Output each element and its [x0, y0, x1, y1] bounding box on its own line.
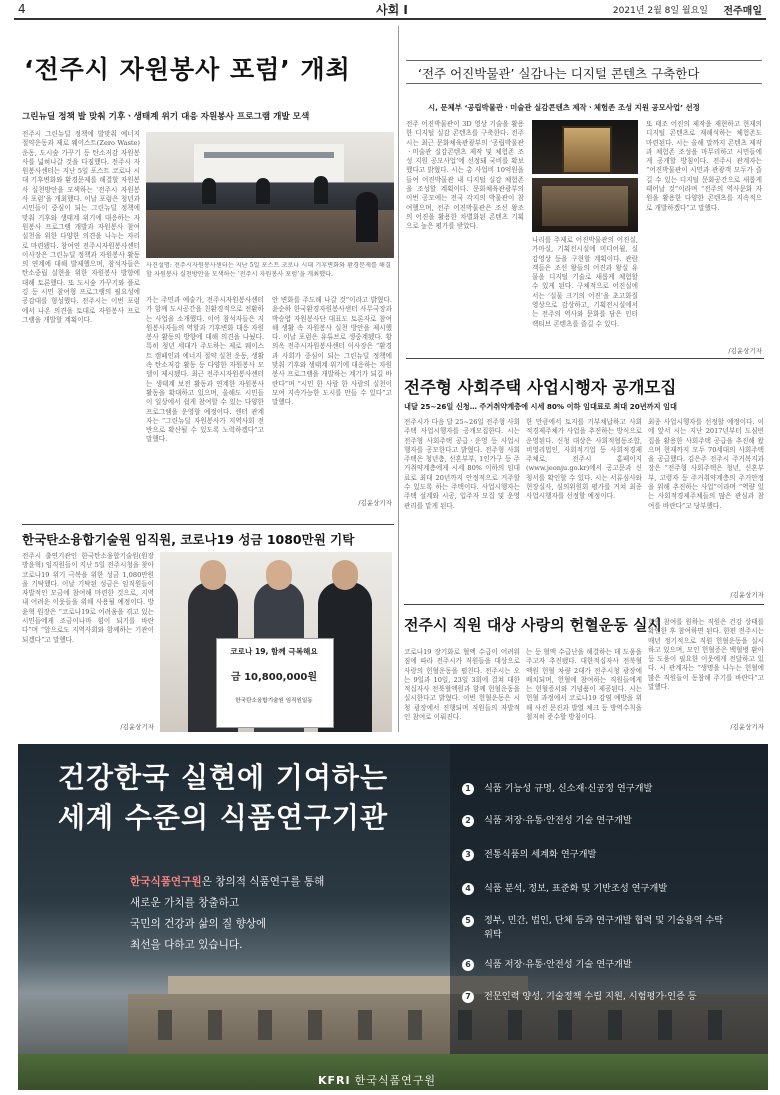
article5-byline: /김윤상기자 [730, 723, 764, 731]
ad-item: 2 식품 저장·유통·안전성 기술 연구개발 [462, 814, 762, 828]
kfri-advertisement [18, 744, 768, 1090]
article5-title: 전주시 직원 대상 사랑의 헌혈운동 실시 [404, 616, 662, 634]
divider [406, 358, 764, 359]
article1-byline: /김윤상기자 [358, 499, 392, 507]
divider [404, 604, 764, 605]
article3-byline: /김윤상기자 [730, 591, 764, 599]
article4-title: 한국탄소융합기술원 임직원, 코로나19 성금 1080만원 기탁 [22, 532, 355, 547]
ad-item: 1 식품 기능성 규명, 신소재·신공정 연구개발 [462, 782, 762, 796]
ad-item: 3 전통식품의 세계화 연구개발 [462, 848, 762, 862]
article3-col3: 최종 사업시행자를 선정할 예정이다. 이에 앞서 시는 지난 2017년부터 도심빈집을 활용한 사회주택 공급을 추진해 왔으며 현재까지 모두 70세대의 사회주택을 공급했다. 김은주 전주시 주거복지과장은 “전주형 사회주택은 청년, 신혼부부, 고령자 등 주거취약계층의 주거안정을 위해 추진하는 사업”이라며 “역량 있는 사회적경제주체들의 많은 관심과 참여를 바란다”고 당부했다. [648, 418, 764, 510]
column-divider [398, 26, 399, 732]
ad-item: 6 식품 저장·유통·안전성 기술 연구개발 [462, 958, 762, 972]
article5-col1: 코로나19 장기화로 혈액 수급이 어려워짐에 따라 전주시가 직원들을 대상으로 사랑의 헌혈운동을 펼친다. 전주시는 오는 9일과 10일, 23일 3회에 걸쳐 대한적십자사 전북혈액원과 함께 헌혈운동을 실시한다고 밝혔다. 이번 헌혈운동은 시청 광장에서 진행되며 직원들의 자발적인 참여로 이뤄진다. [404, 648, 520, 722]
ad-service-list [450, 744, 768, 1054]
sign-slogan: 코로나 19, 함께 극복해요 [230, 647, 318, 656]
article3-col2: 한 만큼에서 토지를 기부채납하고 사회적경제주체가 사업을 추진하는 방식으로 운영된다. 신청 대상은 사회적협동조합, 비영리법인, 사회적기업 등 사회적경제주체로, 전주시 홈페이지(www.jeonju.go.kr)에서 공고문과 신청서를 확인할 수 있다. 시는 서류심사와 현장실사, 심의위원회 평가를 거쳐 최종 사업시행자를 선정할 예정이다. [526, 418, 642, 501]
forum-photo [146, 132, 394, 258]
museum-photo-2 [532, 178, 638, 232]
sign-amount: 금 10,800,000원 [230, 672, 318, 683]
section-name: 사회 I [376, 3, 408, 17]
article3-col1: 전주시가 다음 달 25~26일 전주형 사회주택 사업시행자를 공개모집한다. 시는 전주형 사회주택 공급ㆍ운영 등 사업시행자를 공모한다고 밝혔다. 전주형 사회주택은 청년층, 신혼부부, 1인가구 등 주거취약계층에게 시세 80% 이하의 임대료로 최대 20년까지 안정적으로 거주할 수 있도록 하는 주택이다. 사업시행자는 주택 설계와 시공, 입주자 모집 및 운영관리를 맡게 된다. [404, 418, 520, 510]
article5-col3: 헌혈 참여를 원하는 직원은 건강 상태를 확인한 후 참여하면 된다. 한편 전주시는 매년 정기적으로 직원 헌혈운동을 실시하고 있으며, 모인 헌혈증은 백혈병 환아 등 도움이 필요한 이웃에게 전달하고 있다. 시 관계자는 “생명을 나누는 헌혈에 많은 직원들이 동참해 주기를 바란다”고 말했다. [648, 618, 764, 692]
article3-title: 전주형 사회주택 사업시행자 공개모집 [404, 378, 677, 397]
ad-item: 5 정부, 민간, 법인, 단체 등과 연구개발 협력 및 기술용역 수탁 위탁 [462, 914, 762, 942]
article1-subtitle: 그린뉴딜 정책 발 맞춰 기후ㆍ생태계 위기 대응 자원봉사 프로그램 개발 모색 [22, 112, 310, 122]
article1-col2: 가는 주민과 예술가, 전주시자원봉사센터가 함께 도시공간을 친환경적으로 전환하는 사업을 소개했다. 이어 참석자들은 지원봉사자들의 역할과 기후변화 대응 자원봉사 활동의 방향에 대해 의견을 나눴다. 특히 청년 세대가 주도하는 제로 웨이스트 캠페인과 에너지 절약 실천 운동, 생활 속 탄소저감 활동 등 다양한 자원봉사 모델이 제시됐다. 최근 전주시자원봉사센터는 생태계 보전 활동과 연계한 자원봉사 활동을 확대하고 있으며, 올해도 시민들이 일상에서 쉽게 참여할 수 있는 다양한 프로그램을 운영할 예정이다. 센터 관계자는 “그린뉴딜 자원봉사가 지역사회 전반으로 확산될 수 있도록 노력하겠다”고 말했다. [146, 296, 264, 444]
article5-col2: 는 등 혈액 수급난을 해결하는 데 도움을 주고자 추진됐다. 대한적십자사 전북혈액원 헌혈 차량 2대가 전주시청 광장에 배치되며, 헌혈에 참여하는 직원들에게는 헌혈증서와 기념품이 제공된다. 시는 헌혈 과정에서 코로나19 감염 예방을 위해 사전 문진과 발열 체크 등 방역수칙을 철저히 준수할 방침이다. [526, 648, 642, 722]
article2-subtitle: 시, 문체부 ‘공립박물관ㆍ미술관 실감콘텐츠 제작ㆍ체험존 조성 지원 공모사업’ 선정 [428, 103, 700, 112]
article2-byline: /김윤상기자 [728, 347, 762, 355]
ad-body: 한국식품연구원은 창의적 식품연구를 통해 새로운 가치를 창출하고 국민의 건강과 삶의 질 향상에 최선을 다하고 있습니다. [130, 876, 325, 951]
museum-photo-1 [532, 120, 638, 174]
article1-col1: 전주시 그린뉴딜 정책에 발맞춰 예너지 절약운동과 제로 웨이스트(Zero Waste) 운동, 도시숲 가꾸기 등 탄소저감 자원봉사를 넓혀나갈 것을 다짐했다. 전주시 자원봉사센터는 지난 5일 포스트 코로나 시대 기후변화와 환경문제를 해결할 자원봉사 실천방안을 모색하는 ‘전주시 자원봉사 포럼’을 개최했다. 이날 포럼은 청년과 시민들이 중심이 되는 그린뉴딜 정책에 맞춰 기후와 생태계 위기에 대응하는 자원봉사 프로그램 개발과 자원봉사 참여 실천을 위한 다양한 의견을 나누는 자리로 마련됐다. 참여연 전주시자원봉사센터 이사장은 그린뉴딜 정책과 자원봉사 활동의 연계에 대해 발제했으며, 참석자들은 탄소중립 실현을 위한 자원봉사 방향에 대해 토론했다. 또 도시숲 가꾸기와 플로깅 등 시민 참여형 프로그램의 필요성에 공감대를 형성했다. 전주시는 이번 포럼에서 나온 의견을 토대로 자원봉사 프로그램을 개발할 계획이다. [22, 130, 140, 324]
kfri-logo: KFRI 한국식품연구원 [318, 1074, 436, 1087]
issue-date: 2021년 2월 8일 월요일 [612, 6, 708, 16]
article2-col3: 또 태조 어진의 제작을 재현하고 현재의 디지털 콘텐츠로 재해석하는 체험존도 마련된다. 시는 올해 말까지 콘텐츠 제작과 체험존 조성을 마무리하고 시민들에게 공개할 방침이다. 전주시 관계자는 “어진박물관이 시민과 관광객 모두가 즐길 수 있는 디지털 문화공간으로 새롭게 태어날 것”이라며 “전주의 역사문화 자원을 활용한 다양한 콘텐츠를 지속적으로 개발하겠다”고 말했다. [646, 120, 762, 212]
divider [22, 524, 394, 525]
ad-item: 4 식품 분석, 정보, 표준화 및 기반조성 연구개발 [462, 882, 762, 896]
newspaper-name: 전주매일 [723, 6, 762, 17]
article1-photo-caption: 사진설명: 전주시자원봉사센터는 지난 5일 포스트 코로나 시대 기후변화와 환경문제를 해결할 자원봉사 실천방안을 모색하는 ‘전주시 자원봉사 포럼’을 개최했다. [146, 262, 391, 278]
article3-subtitle: 내달 25~26일 신청… 주거취약계층에 시세 80% 이하 임대료로 최대 20년까지 임대 [404, 402, 677, 411]
page-header [14, 0, 766, 20]
article2-col1: 전주 어진박물관이 3D 영상 기술을 활용한 디지털 실감 콘텐츠를 구축한다. 전주시는 최근 문화체육관광부의 ‘공립박물관ㆍ미술관 실감콘텐츠 제작 및 체험존 조성 지원 공모사업’에 선정돼 국비를 확보했다고 밝혔다. 시는 총 사업비 10억원을 들여 어진박물관 내 디지털 실감 체험존을 조성할 계획이다. 문화체육관광부의 이번 공모에는 전국 각지의 박물관이 참여했으며, 전주 어진박물관은 조선 왕조의 어진을 활용한 차별화된 콘텐츠 기획으로 높은 평가를 받았다. [406, 120, 524, 231]
article1-col3: 안 변화를 주도해 나갈 것”이라고 밝혔다. 윤순하 한국환경자원봉사센터 사무국장과 박승엽 자원봉사단 대표도 토론자로 참여해 생활 속 자원봉사 실천 방안을 제시했다. 이날 포럼은 유튜브로 생중계됐다. 황의옥 전주시자원봉사센터 이사장은 “환경과 사회가 중심이 되는 그린뉴딜 정책에 맞춰 기후와 생태계 위기에 대응하는 자원봉사 프로그램을 개발하는 계기가 되길 바란다”며 “시민 한 사람 한 사람의 실천이 모여 지속가능한 도시를 만들 수 있다”고 말했다. [272, 296, 392, 407]
article4-byline: /김윤상기자 [120, 723, 154, 731]
article2-col2: 나리를 주제로 어진박물관의 어진실, 가마실, 기획전시실에 미디어월, 실감영상 등을 구현할 계획이다. 관람객들은 조선 왕들의 어진과 왕실 유물을 디지털 기술로 새롭게 체험할 수 있게 된다. 구체적으로 어진실에서는 ‘실물 크기의 어진’을 초고화질 영상으로 감상하고, 기획전시실에서는 전주의 역사와 문화를 담은 인터랙티브 콘텐츠를 즐길 수 있다. [532, 236, 638, 328]
ad-item: 7 전문인력 양성, 기술정책 수립 지원, 시험평가·인증 등 [462, 990, 762, 1004]
article2-title: ‘전주 어진박물관’ 실감나는 디지털 콘텐츠 구축한다 [418, 66, 700, 81]
ad-headline-1: 건강한국 실현에 기여하는 [58, 761, 389, 794]
page-number: 4 [18, 2, 26, 16]
ad-headline-2: 세계 수준의 식품연구기관 [58, 801, 389, 834]
sign-organization: 한국탄소융합기술원 임직원일동 [235, 698, 313, 704]
article1-title: ‘전주시 자원봉사 포럼’ 개최 [24, 55, 351, 84]
ad-org-name: 한국식품연구원 [130, 876, 202, 888]
article4-body: 전주시 출연기관인 한국탄소융합기술원(원장 방윤혁) 임직원들이 지난 5일 전주시청을 찾아 코로나19 위기 극복을 위한 성금 1,080만원을 기탁했다. 이날 기탁된 성금은 임직원들이 자발적인 모금에 참여해 마련한 것으로, 지역 내 어려운 이웃들을 위해 사용될 예정이다. 방윤혁 원장은 “코로나19로 어려움을 겪고 있는 시민들에게 조금이나마 힘이 되기를 바란다”며 “앞으로도 지역사회와 함께하는 기관이 되겠다”고 말했다. [22, 552, 154, 644]
donation-photo [160, 552, 392, 732]
